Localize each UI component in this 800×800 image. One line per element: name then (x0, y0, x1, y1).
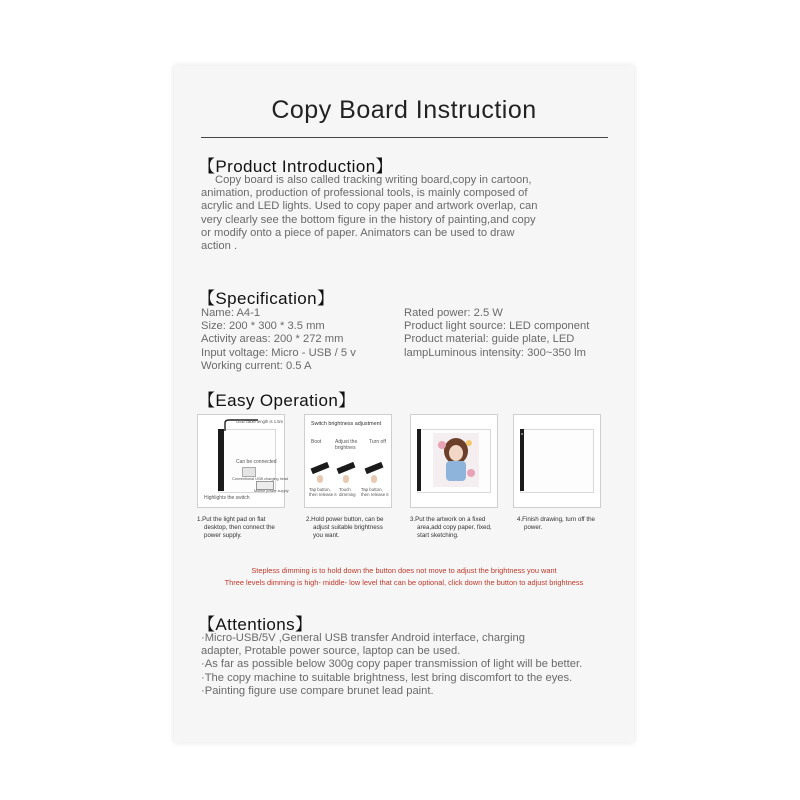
three-level-note: Three levels dimming is high- middle- low level that can be optional, click down the button to adjust brightness (224, 578, 584, 587)
caption-line: adjust suitable brightness (313, 524, 383, 531)
attention-line: adapter, Protable power source, laptop can be used. (201, 645, 461, 658)
spec-item: Product light source: LED component (404, 320, 590, 333)
pad-strip-adjust (337, 462, 356, 474)
caption-line: 2.Hold power button, can be (306, 516, 384, 523)
attention-line: ·Micro-USB/5V ,General USB transfer Android interface, charging (201, 632, 525, 644)
tap-label-2 (361, 487, 389, 497)
charging-head-label: Conventional USB charging head (232, 477, 289, 481)
attention-line: ·The copy machine to suitable brightness, lest bring discomfort to the eyes. (201, 671, 573, 684)
attentions-list (201, 632, 582, 698)
pad-edge-strip (218, 429, 224, 491)
step4-caption (517, 516, 595, 532)
pad-strip-boot (311, 462, 330, 474)
tap-line: Tap button, (309, 487, 331, 492)
spec-item: Activity areas: 200 * 272 mm (201, 333, 344, 346)
intro-line: acrylic and LED lights. Used to copy paper and artwork overlap, can (201, 200, 538, 213)
operation-heading: 【Easy Operation】 (198, 391, 356, 410)
spec-heading: 【Specification】 (198, 289, 335, 308)
connected-label: Can be connected (236, 459, 277, 465)
intro-heading: 【Product Introduction】 (198, 157, 393, 176)
title-divider (201, 137, 608, 138)
power-supply-label: Mobile power supply (254, 489, 289, 493)
step1-caption (197, 516, 275, 540)
caption-line: 1.Put the light pad on flat (197, 516, 266, 523)
document-title: Copy Board Instruction (271, 96, 537, 124)
spec-item: Name: A4-1 (201, 307, 261, 319)
stepless-note: Stepless dimming is to hold down the button does not move to adjust the brightness you want (251, 566, 557, 575)
artwork-picture (433, 433, 479, 487)
adjust-line: Adjust the (335, 439, 358, 445)
caption-line: 3.Put the artwork on a fixed (410, 516, 486, 523)
spec-item: Input voltage: Micro - USB / 5 v (201, 346, 356, 359)
instruction-sheet (174, 66, 634, 742)
charging-head-icon (242, 467, 256, 477)
spec-item: Working current: 0.5 A (201, 359, 312, 372)
step3-caption (410, 516, 492, 540)
pad-strip-off (365, 462, 384, 474)
step2-caption (306, 516, 383, 540)
adjust-line: brightnes (335, 445, 356, 451)
turnoff-label: Turn off (369, 439, 386, 445)
intro-line: action . (201, 240, 238, 253)
finger-icon (317, 475, 323, 483)
spec-right-column (404, 307, 589, 360)
spec-item: Rated power: 2.5 W (404, 307, 503, 319)
touch-line: dimming (339, 492, 356, 497)
intro-line: animation, production of professional tools, is mainly composed of (201, 187, 528, 200)
tap-line: then release it (361, 492, 389, 497)
caption-line: start sketching. (417, 532, 459, 539)
caption-line: power. (524, 524, 543, 531)
step1-illustration (197, 414, 289, 508)
spec-item: Product material: guide plate, LED (404, 333, 575, 346)
adjust-label (335, 439, 357, 451)
light-pad (520, 429, 594, 493)
switch-label: Highlights the switch (204, 495, 250, 501)
finger-icon (371, 475, 377, 483)
tap-line: Tap button, (361, 487, 383, 492)
attention-line: ·Painting figure use compare brunet lead paint. (201, 684, 434, 697)
spec-item: lampLuminous intensity: 300~350 lm (404, 346, 586, 359)
caption-line: desktop, then connect the (204, 524, 275, 531)
intro-paragraph (201, 174, 616, 253)
boot-label: Boot (311, 439, 322, 445)
pad-edge-strip (417, 429, 421, 491)
touch-label (339, 487, 356, 497)
finger-icon (343, 475, 349, 483)
brightness-header: Switch brightness adjustment (311, 421, 382, 427)
tap-label-1 (309, 487, 337, 497)
step2-illustration (304, 414, 392, 508)
cable-length-label: USB cable length is 1.5m (236, 419, 284, 424)
intro-line: or modify onto a piece of paper. Animators can be used to draw (201, 226, 515, 239)
step3-illustration (410, 414, 498, 508)
anime-artwork-icon (433, 433, 479, 487)
attentions-heading: 【Attentions】 (198, 615, 313, 634)
caption-line: power supply. (204, 532, 242, 539)
caption-line: 4.Finish drawing, turn off the (517, 516, 595, 523)
spec-left-column (201, 307, 356, 373)
intro-line: Copy board is also called tracking writing board,copy in cartoon, (215, 174, 532, 186)
tap-line: then release it (309, 492, 337, 497)
step4-illustration (513, 414, 601, 508)
attention-line: ·As far as possible below 300g copy paper transmission of light will be better. (201, 658, 583, 671)
touch-line: Touch (339, 487, 351, 492)
spec-item: Size: 200 * 300 * 3.5 mm (201, 320, 325, 333)
power-button-icon (521, 433, 523, 435)
pad-edge-strip (520, 429, 524, 491)
caption-line: you want. (313, 532, 340, 539)
caption-line: area,add copy paper, fixed, (417, 524, 492, 531)
intro-line: very clearly see the bottom figure in the history of painting,and copy (201, 213, 536, 226)
